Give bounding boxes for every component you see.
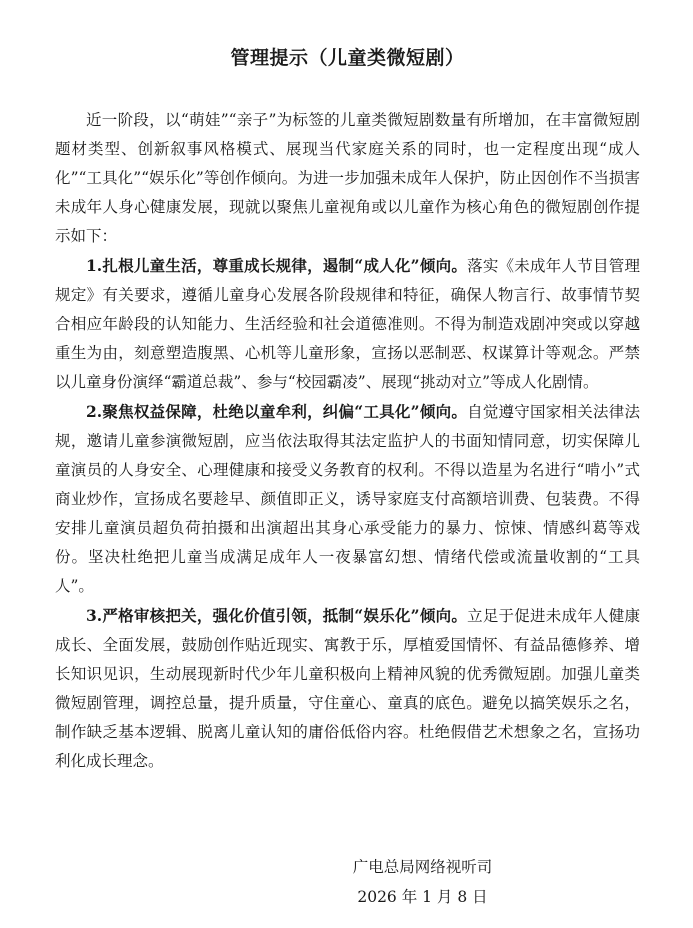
document-page (55, 44, 640, 906)
section-2-body: 自觉遵守国家相关法律法规，邀请儿童参演微短剧，应当依法取得其法定监护人的书面知情同意，切实保障儿童演员的人身安全、心理健康和接受义务教育的权利。不得以造星为名进行“啃小”式商业炒作，宣扬成名要趁早、颜值即正义，诱导家庭支付高额培训费、包装费。不得安排儿童演员超负荷拍摄和出演超出其身心承受能力的暴力、惊悚、情感纠葛等戏份。坚决杜绝把儿童当成满足成年人一夜暴富幻想、情绪代偿或流量收割的“工具人”。 (55, 403, 640, 595)
section-2-heading: 2.聚焦权益保障，杜绝以童牟利，纠偏“工具化”倾向。 (86, 402, 468, 421)
issuer-name: 广电总局网络视听司 (352, 858, 493, 876)
section-3-heading: 3.严格审核把关，强化价值引领，抵制“娱乐化”倾向。 (86, 606, 468, 625)
section-1-body: 落实《未成年人节目管理规定》有关要求，遵循儿童身心发展各阶段规律和特征，确保人物言行、故事情节契合相应年龄段的认知能力、生活经验和社会道德准则。不得为制造戏剧冲突或以穿越重生为由，刻意塑造腹黑、心机等儿童形象，宣扬以恶制恶、权谋算计等观念。严禁以儿童身份演绎“霸道总裁”、参与“校园霸凌”、展现“挑动对立”等成人化剧情。 (55, 257, 640, 391)
section-1-heading: 1.扎根儿童生活，尊重成长规律，遏制“成人化”倾向。 (86, 256, 468, 275)
section-3-body: 立足于促进未成年人健康成长、全面发展，鼓励创作贴近现实、寓教于乐，厚植爱国情怀、有益品德修养、增长知识见识，生动展现新时代少年儿童积极向上精神风貌的优秀微短剧。加强儿童类微短剧管理，调控总量，提升质量，守住童心、童真的底色。避免以搞笑娱乐之名，制作缺乏基本逻辑、脱离儿童认知的庸俗低俗内容。杜绝假借艺术想象之名，宣扬功利化成长理念。 (55, 607, 640, 770)
section-2-paragraph (55, 397, 640, 601)
signature-block (55, 852, 640, 912)
section-1-paragraph (55, 251, 640, 397)
document-title: 管理提示（儿童类微短剧） (230, 47, 465, 69)
section-3-paragraph (55, 601, 640, 776)
issue-date: 2026 年 1 月 8 日 (357, 888, 488, 906)
intro-paragraph: 近一阶段，以“萌娃”“亲子”为标签的儿童类微短剧数量有所增加，在丰富微短剧题材类型、创新叙事风格模式、展现当代家庭关系的同时，也一定程度出现“成人化”“工具化”“娱乐化”等创作倾向。为进一步加强未成年人保护，防止因创作不当损害未成年人身心健康发展，现就以聚焦儿童视角或以儿童作为核心角色的微短剧创作提示如下： (55, 111, 640, 245)
